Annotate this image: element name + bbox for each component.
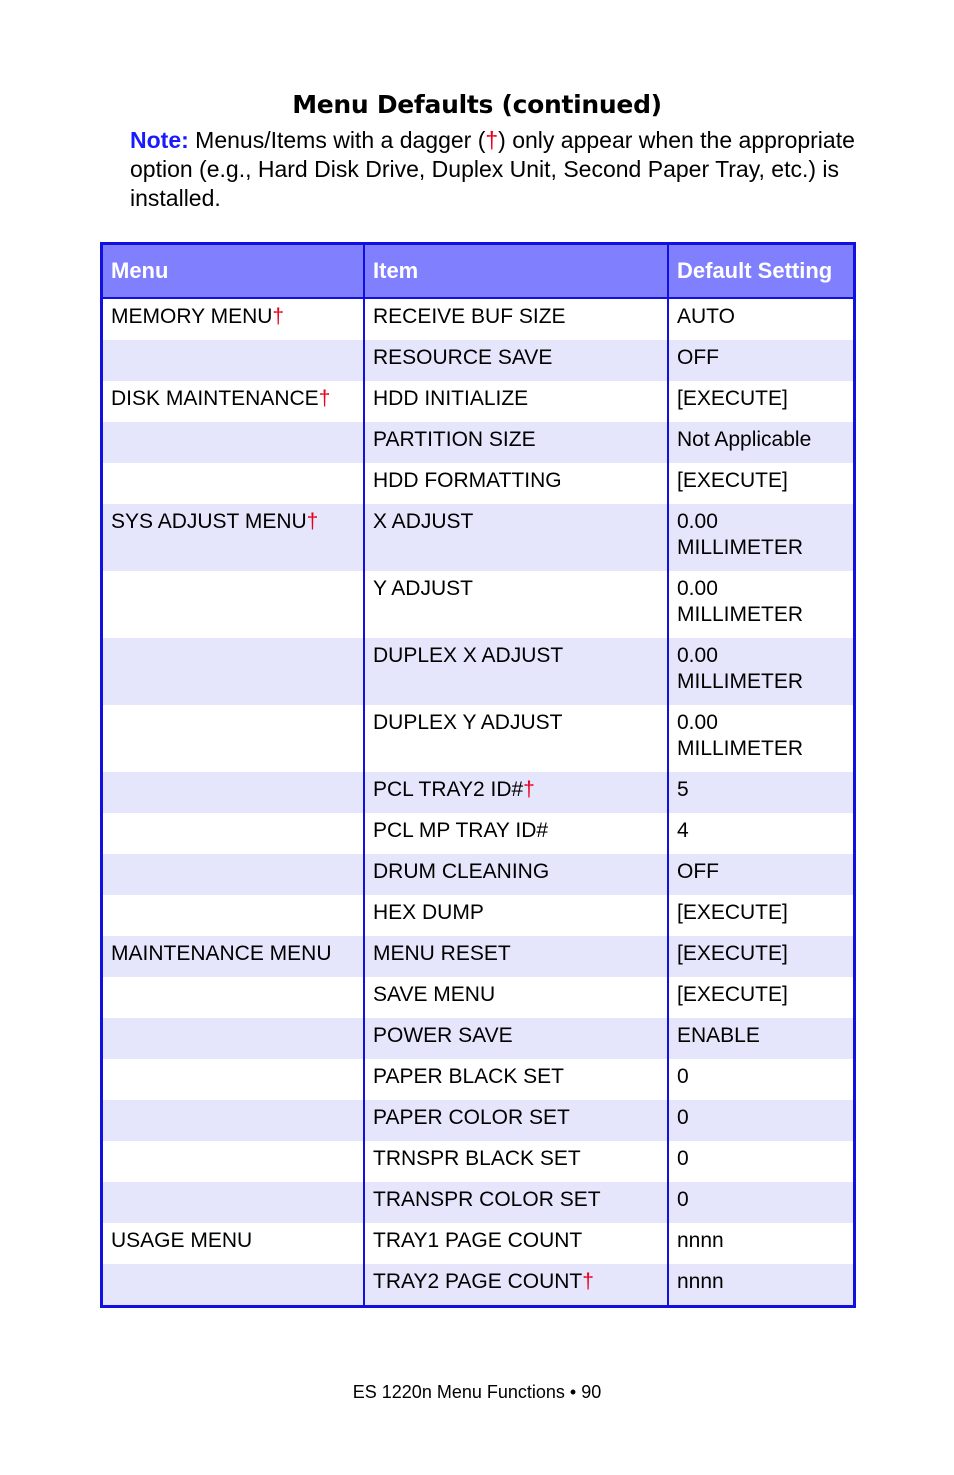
item-cell-text: POWER SAVE <box>373 1024 513 1047</box>
default-cell-text: 0.00 MILLIMETER <box>677 711 804 760</box>
table-body <box>102 298 855 1307</box>
item-cell-text: PARTITION SIZE <box>373 428 536 451</box>
table-header-row <box>102 244 855 299</box>
default-cell <box>668 381 855 422</box>
default-cell <box>668 1059 855 1100</box>
default-cell <box>668 463 855 504</box>
table-row <box>102 854 855 895</box>
item-cell-text: SAVE MENU <box>373 983 496 1006</box>
table-row <box>102 381 855 422</box>
item-cell <box>364 813 668 854</box>
item-cell <box>364 381 668 422</box>
table-row <box>102 813 855 854</box>
table-row <box>102 1141 855 1182</box>
menu-cell <box>102 772 365 813</box>
menu-cell-text: USAGE MENU <box>111 1229 253 1252</box>
table-row <box>102 1100 855 1141</box>
default-cell <box>668 977 855 1018</box>
default-cell-text: Not Applicable <box>677 428 812 451</box>
default-cell <box>668 298 855 340</box>
header-default-setting: Default Setting <box>668 244 855 299</box>
note-text-after: ) only appear when the appropriate option (e.g., Hard Disk Drive, Duplex Unit, Second Paper Tray, etc.) is installed. <box>130 127 855 211</box>
item-cell <box>364 463 668 504</box>
item-cell <box>364 1223 668 1264</box>
item-cell-text: TRAY2 PAGE COUNT <box>373 1270 583 1293</box>
default-cell-text: 4 <box>677 819 689 842</box>
item-cell-text: HDD FORMATTING <box>373 469 562 492</box>
default-cell <box>668 638 855 705</box>
note-text-before: Menus/Items with a dagger ( <box>188 127 486 153</box>
page-footer: ES 1220n Menu Functions • 90 <box>352 1382 602 1402</box>
item-cell-text: DUPLEX X ADJUST <box>373 644 564 667</box>
default-cell-text: 0.00 MILLIMETER <box>677 644 804 693</box>
table-row <box>102 463 855 504</box>
table-row <box>102 340 855 381</box>
default-cell-text: [EXECUTE] <box>677 469 788 492</box>
default-cell <box>668 1141 855 1182</box>
default-cell <box>668 813 855 854</box>
table-row <box>102 1182 855 1223</box>
item-cell-text: PCL TRAY2 ID# <box>373 778 524 801</box>
default-cell <box>668 705 855 772</box>
item-cell <box>364 340 668 381</box>
table-row <box>102 571 855 638</box>
menu-cell <box>102 638 365 705</box>
menu-cell <box>102 854 365 895</box>
item-cell <box>364 1059 668 1100</box>
item-cell-text: PCL MP TRAY ID# <box>373 819 549 842</box>
table-row <box>102 298 855 340</box>
default-cell-text: AUTO <box>677 305 735 328</box>
dagger-icon: † <box>272 305 285 328</box>
item-cell-text: RECEIVE BUF SIZE <box>373 305 566 328</box>
item-cell-text: DRUM CLEANING <box>373 860 550 883</box>
default-cell-text: 0 <box>677 1065 689 1088</box>
table-row <box>102 977 855 1018</box>
table-row <box>102 936 855 977</box>
table-row <box>102 1264 855 1307</box>
table-row <box>102 638 855 705</box>
table-row <box>102 1223 855 1264</box>
menu-cell <box>102 1018 365 1059</box>
item-cell <box>364 1264 668 1307</box>
default-cell <box>668 340 855 381</box>
default-cell <box>668 936 855 977</box>
menu-cell <box>102 422 365 463</box>
default-cell-text: [EXECUTE] <box>677 942 788 965</box>
menu-cell <box>102 504 365 571</box>
item-cell <box>364 977 668 1018</box>
default-cell <box>668 504 855 571</box>
header-item: Item <box>364 244 668 299</box>
item-cell-text: DUPLEX Y ADJUST <box>373 711 563 734</box>
default-cell <box>668 1018 855 1059</box>
menu-cell <box>102 1182 365 1223</box>
item-cell <box>364 1100 668 1141</box>
table-row <box>102 705 855 772</box>
default-cell <box>668 1264 855 1307</box>
default-cell-text: nnnn <box>677 1270 724 1293</box>
item-cell <box>364 705 668 772</box>
default-cell-text: nnnn <box>677 1229 724 1252</box>
item-cell-text: RESOURCE SAVE <box>373 346 553 369</box>
default-cell-text: OFF <box>677 346 719 369</box>
default-cell <box>668 1182 855 1223</box>
menu-defaults-table <box>100 242 856 1308</box>
item-cell <box>364 1182 668 1223</box>
default-cell-text: 5 <box>677 778 689 801</box>
item-cell-text: HEX DUMP <box>373 901 484 924</box>
default-cell <box>668 895 855 936</box>
default-cell <box>668 772 855 813</box>
default-cell <box>668 1100 855 1141</box>
menu-cell <box>102 340 365 381</box>
item-cell <box>364 854 668 895</box>
menu-cell <box>102 571 365 638</box>
default-cell <box>668 422 855 463</box>
item-cell <box>364 936 668 977</box>
menu-cell <box>102 1223 365 1264</box>
table-row <box>102 1018 855 1059</box>
dagger-icon: † <box>306 510 319 533</box>
dagger-icon: † <box>582 1270 594 1293</box>
default-cell-text: [EXECUTE] <box>677 983 788 1006</box>
default-cell-text: OFF <box>677 860 719 883</box>
default-cell-text: [EXECUTE] <box>677 387 788 410</box>
menu-cell-text: SYS ADJUST MENU <box>111 510 307 533</box>
item-cell-text: Y ADJUST <box>373 577 473 600</box>
item-cell-text: HDD INITIALIZE <box>373 387 529 410</box>
menu-cell <box>102 813 365 854</box>
item-cell-text: TRANSPR COLOR SET <box>373 1188 601 1211</box>
item-cell <box>364 422 668 463</box>
default-cell <box>668 1223 855 1264</box>
note-paragraph <box>130 126 860 213</box>
table-row <box>102 895 855 936</box>
table-row <box>102 504 855 571</box>
menu-cell <box>102 895 365 936</box>
menu-cell <box>102 1059 365 1100</box>
default-cell <box>668 854 855 895</box>
default-cell-text: 0.00 MILLIMETER <box>677 577 804 626</box>
item-cell <box>364 298 668 340</box>
page-title: Menu Defaults (continued) <box>292 90 662 119</box>
default-cell-text: ENABLE <box>677 1024 760 1047</box>
default-cell-text: [EXECUTE] <box>677 901 788 924</box>
default-cell-text: 0 <box>677 1188 689 1211</box>
default-cell <box>668 571 855 638</box>
menu-cell <box>102 298 365 340</box>
menu-cell <box>102 977 365 1018</box>
menu-cell-text: MAINTENANCE MENU <box>111 942 332 965</box>
item-cell <box>364 1018 668 1059</box>
menu-cell <box>102 463 365 504</box>
item-cell-text: TRAY1 PAGE COUNT <box>373 1229 583 1252</box>
table-row <box>102 772 855 813</box>
menu-cell <box>102 1141 365 1182</box>
item-cell <box>364 571 668 638</box>
dagger-icon: † <box>485 127 499 153</box>
menu-cell <box>102 1264 365 1307</box>
item-cell-text: PAPER COLOR SET <box>373 1106 570 1129</box>
header-menu: Menu <box>102 244 365 299</box>
dagger-icon: † <box>523 778 535 801</box>
table-row <box>102 422 855 463</box>
menu-cell-text: MEMORY MENU <box>111 305 273 328</box>
menu-cell <box>102 381 365 422</box>
menu-cell-text: DISK MAINTENANCE <box>111 387 319 410</box>
item-cell <box>364 638 668 705</box>
menu-cell <box>102 1100 365 1141</box>
default-cell-text: 0 <box>677 1147 689 1170</box>
item-cell <box>364 895 668 936</box>
item-cell <box>364 1141 668 1182</box>
menu-cell <box>102 705 365 772</box>
table-row <box>102 1059 855 1100</box>
note-label: Note: <box>130 127 189 153</box>
item-cell-text: MENU RESET <box>373 942 511 965</box>
default-cell-text: 0 <box>677 1106 689 1129</box>
item-cell <box>364 772 668 813</box>
item-cell-text: X ADJUST <box>373 510 474 533</box>
item-cell <box>364 504 668 571</box>
dagger-icon: † <box>318 387 331 410</box>
item-cell-text: PAPER BLACK SET <box>373 1065 565 1088</box>
menu-cell <box>102 936 365 977</box>
item-cell-text: TRNSPR BLACK SET <box>373 1147 581 1170</box>
default-cell-text: 0.00 MILLIMETER <box>677 510 804 559</box>
